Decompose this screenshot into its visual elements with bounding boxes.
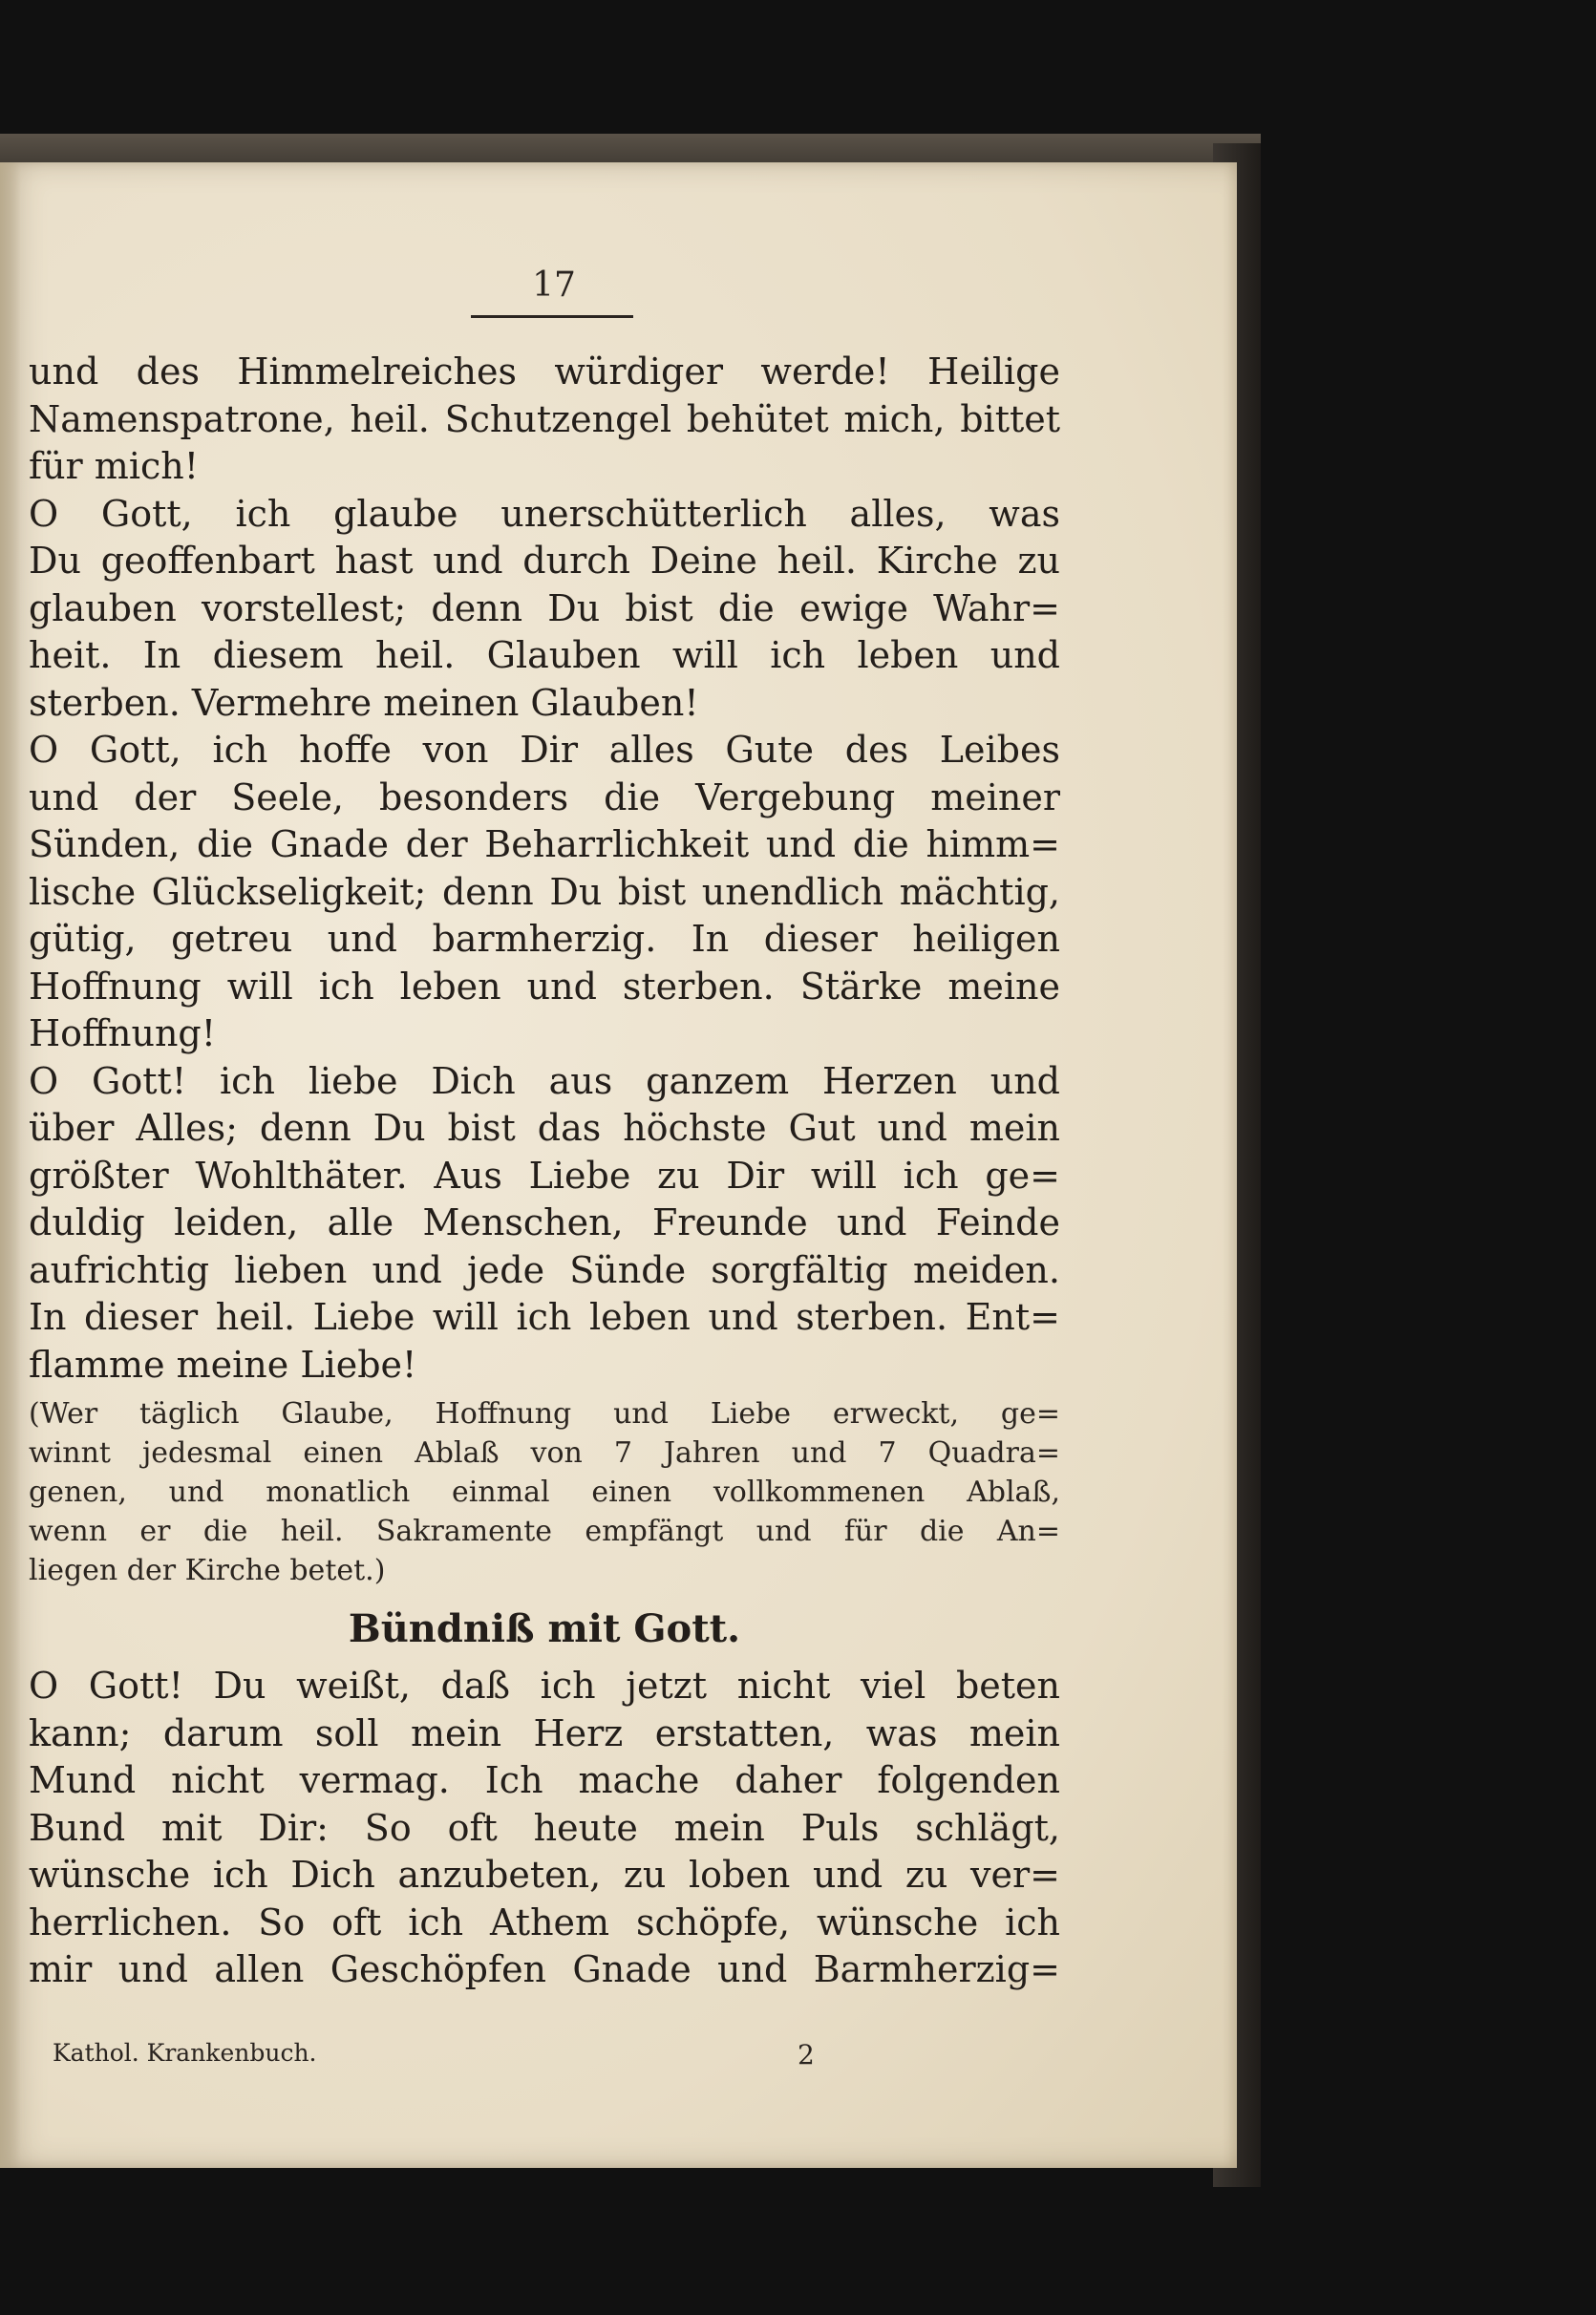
text-line: Bund mit Dir: So oft heute mein Puls schlägt, — [29, 1806, 1060, 1849]
text-line: flamme meine Liebe! — [29, 1343, 417, 1386]
section-paragraph — [29, 1663, 1060, 1994]
text-line: lische Glückseligkeit; denn Du bist unendlich mächtig, — [29, 870, 1060, 913]
text-block — [29, 349, 1060, 1994]
header-rule — [471, 315, 633, 318]
note-line: genen, und monatlich einmal einen vollkommenen Ablaß, — [29, 1476, 1060, 1509]
section-heading: Bündniß mit Gott. — [348, 1606, 741, 1651]
text-line: größter Wohlthäter. Aus Liebe zu Dir will ich ge= — [29, 1154, 1060, 1197]
note-line: winnt jedesmal einen Ablaß von 7 Jahren und 7 Quadra= — [29, 1436, 1060, 1470]
text-line: für mich! — [29, 445, 199, 487]
text-line: mir und allen Geschöpfen Gnade und Barmherzig= — [29, 1948, 1060, 1990]
page-gutter-shadow — [0, 162, 21, 2168]
text-line: O Gott! ich liebe Dich aus ganzem Herzen und — [29, 1059, 1060, 1102]
text-line: Sünden, die Gnade der Beharrlichkeit und die himm= — [29, 823, 1060, 865]
indulgence-note — [29, 1394, 1060, 1590]
note-line: (Wer täglich Glaube, Hoffnung und Liebe erweckt, ge= — [29, 1397, 1060, 1431]
footer-signature-mark: 2 — [798, 2039, 815, 2071]
text-line: Du geoffenbart hast und durch Deine heil. Kirche zu — [29, 540, 1060, 582]
note-line: liegen der Kirche betet.) — [29, 1554, 386, 1587]
text-line: über Alles; denn Du bist das höchste Gut und mein — [29, 1107, 1060, 1149]
text-line: Hoffnung will ich leben und sterben. Stärke meine — [29, 965, 1060, 1008]
text-line: kann; darum soll mein Herz erstatten, was mein — [29, 1711, 1060, 1754]
text-line: Namenspatrone, heil. Schutzengel behütet mich, bittet — [29, 397, 1060, 440]
text-line: und der Seele, besonders die Vergebung meiner — [29, 775, 1060, 818]
prayer-paragraphs — [29, 349, 1060, 1389]
text-line: gütig, getreu und barmherzig. In dieser heiligen — [29, 918, 1060, 960]
footer-book-title: Kathol. Krankenbuch. — [53, 2039, 317, 2067]
text-line: duldig leiden, alle Menschen, Freunde und Feinde — [29, 1201, 1060, 1243]
text-line: und des Himmelreiches würdiger werde! Heilige — [29, 350, 1060, 393]
text-line: aufrichtig lieben und jede Sünde sorgfältig meiden. — [29, 1248, 1060, 1291]
page-number: 17 — [532, 265, 576, 305]
text-line: O Gott! Du weißt, daß ich jetzt nicht viel beten — [29, 1665, 1060, 1707]
text-line: heit. In diesem heil. Glauben will ich leben und — [29, 634, 1060, 676]
book-page — [0, 162, 1237, 2168]
note-line: wenn er die heil. Sakramente empfängt und für die An= — [29, 1515, 1060, 1548]
text-line: O Gott, ich glaube unerschütterlich alles, was — [29, 492, 1060, 535]
text-line: Mund nicht vermag. Ich mache daher folgenden — [29, 1759, 1060, 1801]
text-line: Hoffnung! — [29, 1012, 217, 1054]
page-footer — [53, 2039, 1103, 2077]
text-line: glauben vorstellest; denn Du bist die ewige Wahr= — [29, 586, 1060, 629]
text-line: wünsche ich Dich anzubeten, zu loben und zu ver= — [29, 1854, 1060, 1896]
text-line: sterben. Vermehre meinen Glauben! — [29, 681, 699, 724]
text-line: O Gott, ich hoffe von Dir alles Gute des Leibes — [29, 729, 1060, 771]
text-line: In dieser heil. Liebe will ich leben und sterben. Ent= — [29, 1296, 1060, 1338]
text-line: herrlichen. So oft ich Athem schöpfe, wünsche ich — [29, 1901, 1060, 1943]
